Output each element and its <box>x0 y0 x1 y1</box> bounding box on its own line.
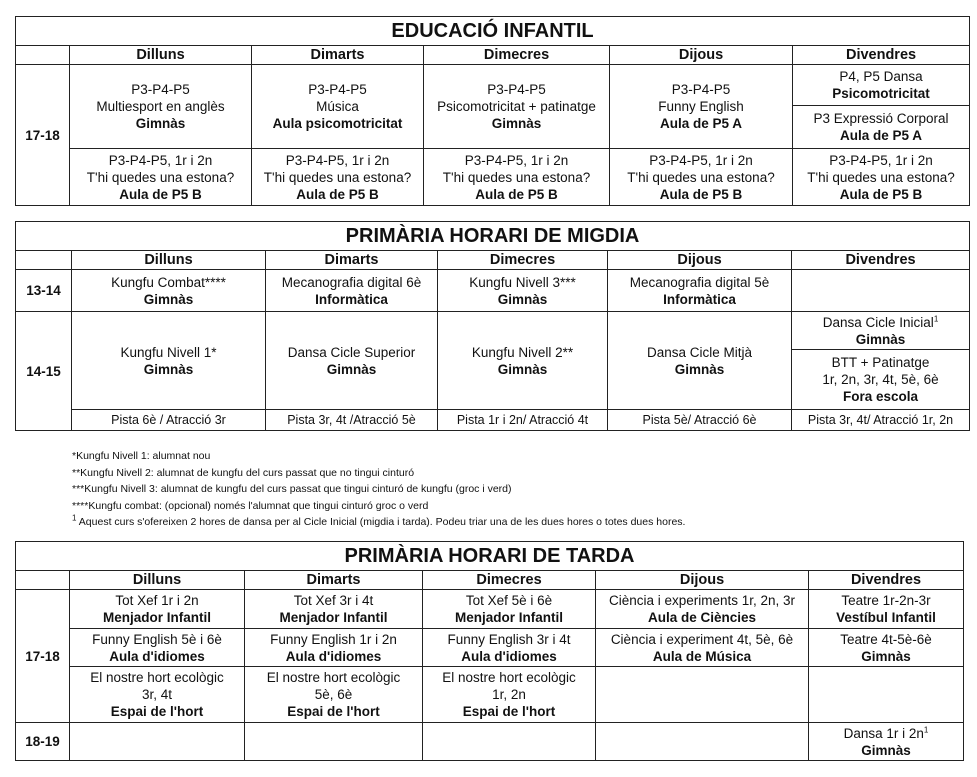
activity-room: Gimnàs <box>674 361 725 377</box>
day-header: Dilluns <box>72 251 266 270</box>
pista-cell: Pista 6è / Atracció 3r <box>72 410 266 431</box>
empty-cell <box>596 667 809 723</box>
day-header: Dimarts <box>245 571 423 590</box>
corner-cell <box>16 251 72 270</box>
activity-group: 1r, 2n, 3r, 4t, 5è, 6è <box>822 372 939 387</box>
empty-cell <box>423 723 596 761</box>
activity-room: Gimnàs <box>491 116 542 131</box>
activity-group: 1r, 2n <box>492 687 526 702</box>
activity-cell <box>608 312 792 410</box>
activity-room: Menjador Infantil <box>103 610 211 625</box>
activity-name: Ciència i experiments 1r, 2n, 3r <box>608 593 796 608</box>
activity-cell <box>252 149 424 206</box>
activity-name: T'hi quedes una estona? <box>442 169 591 185</box>
time-slot: 17-18 <box>16 590 70 723</box>
activity-name: Ciència i experiment 4t, 5è, 6è <box>610 631 794 647</box>
activity-cell <box>809 590 964 629</box>
activity-cell <box>70 65 252 149</box>
activity-room: Aula de P5 B <box>659 186 743 202</box>
activity-cell <box>72 312 266 410</box>
activity-room: Informàtica <box>315 291 388 307</box>
migdia-title: PRIMÀRIA HORARI DE MIGDIA <box>16 222 970 251</box>
activity-cell <box>72 270 266 312</box>
footnote-mark: 1 <box>923 725 929 734</box>
pista-cell: Pista 5è/ Atracció 6è <box>608 410 792 431</box>
activity-name: Funny English 1r i 2n <box>270 631 397 647</box>
activity-room: Aula d'idiomes <box>109 648 205 664</box>
activity-name: P4, P5 Dansa <box>839 69 923 84</box>
time-slot: 18-19 <box>16 723 70 761</box>
activity-room: Espai de l'hort <box>110 704 204 719</box>
day-header: Dijous <box>610 46 793 65</box>
activity-group: P3-P4-P5, 1r i 2n <box>108 152 213 168</box>
activity-room: Aula de P5 B <box>839 186 923 202</box>
activity-name: Música <box>316 99 359 114</box>
activity-name: Funny English <box>658 99 744 114</box>
footnote-text: Aquest curs s'ofereixen 2 hores de dansa per al Cicle Inicial (migdia i tarda). Podeu triar una de les dues hores o totes dues hores. <box>76 516 686 529</box>
activity-group: 5è, 6è <box>314 687 353 702</box>
activity-room: Aula psicomotricitat <box>272 116 403 131</box>
day-header: Dimecres <box>424 46 610 65</box>
activity-group: P3-P4-P5, 1r i 2n <box>829 152 933 168</box>
footnote-mark: 1 <box>72 513 77 523</box>
activity-cell <box>70 149 252 206</box>
activity-cell <box>793 149 970 206</box>
activity-room: Fora escola <box>843 389 919 404</box>
activity-name: Dansa Cicle Inicial <box>822 314 934 330</box>
day-header: Divendres <box>809 571 964 590</box>
activity-room: Informàtica <box>663 291 736 307</box>
activity-room: Espai de l'hort <box>462 704 556 719</box>
activity-group: P3-P4-P5, 1r i 2n <box>464 152 569 168</box>
activity-room: Aula de P5 A <box>659 116 743 131</box>
activity-room: Espai de l'hort <box>287 704 380 719</box>
activity-name: Psicomotricitat + patinatge <box>437 99 596 114</box>
activity-room: Aula de P5 A <box>840 128 923 143</box>
activity-name: El nostre hort ecològic <box>266 670 401 685</box>
day-header: Dimarts <box>266 251 438 270</box>
activity-name: Mecanografia digital 6è <box>281 274 422 290</box>
activity-name: Tot Xef 3r i 4t <box>293 593 374 608</box>
activity-cell <box>245 590 423 629</box>
activity-name: BTT + Patinatge <box>831 355 930 370</box>
activity-room: Gimnàs <box>497 361 548 377</box>
activity-cell <box>610 65 793 149</box>
activity-name: T'hi quedes una estona? <box>263 169 412 185</box>
time-slot: 17-18 <box>16 65 70 206</box>
activity-name: El nostre hort ecològic <box>90 670 224 685</box>
footnote-mark: 1 <box>933 314 939 323</box>
corner-cell <box>16 571 70 590</box>
activity-name: Mecanografia digital 5è <box>629 274 770 290</box>
activity-name: Dansa Cicle Mitjà <box>646 344 753 360</box>
migdia-table <box>15 221 970 431</box>
activity-cell <box>245 629 423 667</box>
empty-cell <box>792 270 970 312</box>
activity-cell <box>423 667 596 723</box>
activity-cell <box>266 312 438 410</box>
activity-room: Menjador Infantil <box>279 610 388 625</box>
activity-group: P3-P4-P5 <box>487 82 546 97</box>
activity-cell <box>438 270 608 312</box>
activity-cell <box>792 312 970 350</box>
day-header: Divendres <box>793 46 970 65</box>
activity-name: T'hi quedes una estona? <box>86 169 235 185</box>
day-header: Dimecres <box>423 571 596 590</box>
activity-room: Aula de P5 B <box>475 186 558 202</box>
activity-cell <box>610 149 793 206</box>
activity-room: Gimnàs <box>497 291 548 307</box>
activity-cell <box>809 723 964 761</box>
activity-name: Dansa Cicle Superior <box>287 344 416 360</box>
activity-room: Gimnàs <box>861 648 911 664</box>
activity-name: T'hi quedes una estona? <box>807 169 955 185</box>
day-header: Dimecres <box>438 251 608 270</box>
day-header: Dijous <box>608 251 792 270</box>
activity-room: Psicomotricitat <box>832 86 930 101</box>
activity-group: 3r, 4t <box>141 687 173 702</box>
activity-cell <box>438 312 608 410</box>
activity-cell <box>424 149 610 206</box>
activity-room: Aula de P5 B <box>119 186 202 202</box>
activity-group: P3-P4-P5, 1r i 2n <box>649 152 753 168</box>
activity-group: P3-P4-P5 <box>671 82 731 97</box>
footnote: **Kungfu Nivell 2: alumnat de kungfu del curs passat que no tingui cinturó <box>72 466 415 479</box>
footnotes <box>72 448 685 531</box>
activity-room: Gimnàs <box>143 291 194 307</box>
activity-group: P3-P4-P5 <box>308 82 367 97</box>
footnote: ***Kungfu Nivell 3: alumnat de kungfu del curs passat que tingui cinturó de kungfu (groc i verd) <box>72 483 512 496</box>
activity-name: Kungfu Nivell 1* <box>120 344 217 360</box>
empty-cell <box>809 667 964 723</box>
activity-room: Gimnàs <box>855 331 906 347</box>
activity-cell <box>266 270 438 312</box>
activity-room: Aula d'idiomes <box>461 648 557 664</box>
activity-name: Dansa 1r i 2n <box>843 725 924 741</box>
activity-room: Menjador Infantil <box>455 610 563 625</box>
activity-room: Aula de Ciències <box>647 610 757 625</box>
activity-cell <box>252 65 424 149</box>
footnote <box>72 514 685 531</box>
activity-cell <box>793 106 970 149</box>
activity-cell <box>424 65 610 149</box>
activity-cell <box>70 629 245 667</box>
tarda-table <box>15 541 964 761</box>
infantil-title: EDUCACIÓ INFANTIL <box>16 17 970 46</box>
activity-room: Vestíbul Infantil <box>836 610 936 625</box>
activity-name: Funny English 3r i 4t <box>447 631 571 647</box>
activity-room: Aula d'idiomes <box>285 648 382 664</box>
activity-room: Gimnàs <box>326 361 377 377</box>
activity-name: El nostre hort ecològic <box>442 670 576 685</box>
day-header: Dilluns <box>70 46 252 65</box>
pista-cell: Pista 3r, 4t /Atracció 5è <box>266 410 438 431</box>
activity-name: Tot Xef 5è i 6è <box>465 593 553 608</box>
activity-cell <box>792 350 970 410</box>
time-slot: 14-15 <box>16 312 72 431</box>
activity-room: Aula de Música <box>652 648 752 664</box>
activity-cell <box>70 667 245 723</box>
activity-name: Kungfu Combat**** <box>111 274 226 290</box>
activity-name: Teatre 4t-5è-6è <box>840 631 932 647</box>
activity-room: Gimnàs <box>861 742 911 758</box>
activity-name: P3 Expressió Corporal <box>813 111 949 126</box>
pista-cell: Pista 1r i 2n/ Atracció 4t <box>438 410 608 431</box>
activity-group: P3-P4-P5 <box>131 82 190 97</box>
activity-room: Aula de P5 B <box>296 186 379 202</box>
day-header: Dimarts <box>252 46 424 65</box>
footnote: *Kungfu Nivell 1: alumnat nou <box>72 450 211 462</box>
activity-cell <box>596 590 809 629</box>
day-header: Dilluns <box>70 571 245 590</box>
empty-cell <box>70 723 245 761</box>
corner-cell <box>16 46 70 65</box>
empty-cell <box>245 723 423 761</box>
time-slot: 13-14 <box>16 270 72 312</box>
activity-name: T'hi quedes una estona? <box>627 169 775 185</box>
activity-room: Gimnàs <box>143 361 194 377</box>
infantil-table <box>15 16 970 206</box>
activity-cell <box>809 629 964 667</box>
activity-name: Kungfu Nivell 3*** <box>469 274 576 290</box>
activity-name: Teatre 1r-2n-3r <box>841 593 931 608</box>
activity-cell <box>793 65 970 106</box>
activity-name: Kungfu Nivell 2** <box>471 344 574 360</box>
empty-cell <box>596 723 809 761</box>
footnote: ****Kungfu combat: (opcional) només l'alumnat que tingui cinturó groc o verd <box>72 499 429 512</box>
activity-cell <box>423 590 596 629</box>
activity-cell <box>245 667 423 723</box>
activity-name: Funny English 5è i 6è <box>92 631 222 647</box>
day-header: Dijous <box>596 571 809 590</box>
activity-cell <box>423 629 596 667</box>
activity-room: Gimnàs <box>135 116 186 131</box>
day-header: Divendres <box>792 251 970 270</box>
activity-group: P3-P4-P5, 1r i 2n <box>285 152 390 168</box>
activity-name: Tot Xef 1r i 2n <box>115 593 199 608</box>
activity-cell <box>596 629 809 667</box>
activity-cell <box>70 590 245 629</box>
pista-cell: Pista 3r, 4t/ Atracció 1r, 2n <box>792 410 970 431</box>
tarda-title: PRIMÀRIA HORARI DE TARDA <box>16 542 964 571</box>
activity-name: Multiesport en anglès <box>96 99 225 114</box>
activity-cell <box>608 270 792 312</box>
